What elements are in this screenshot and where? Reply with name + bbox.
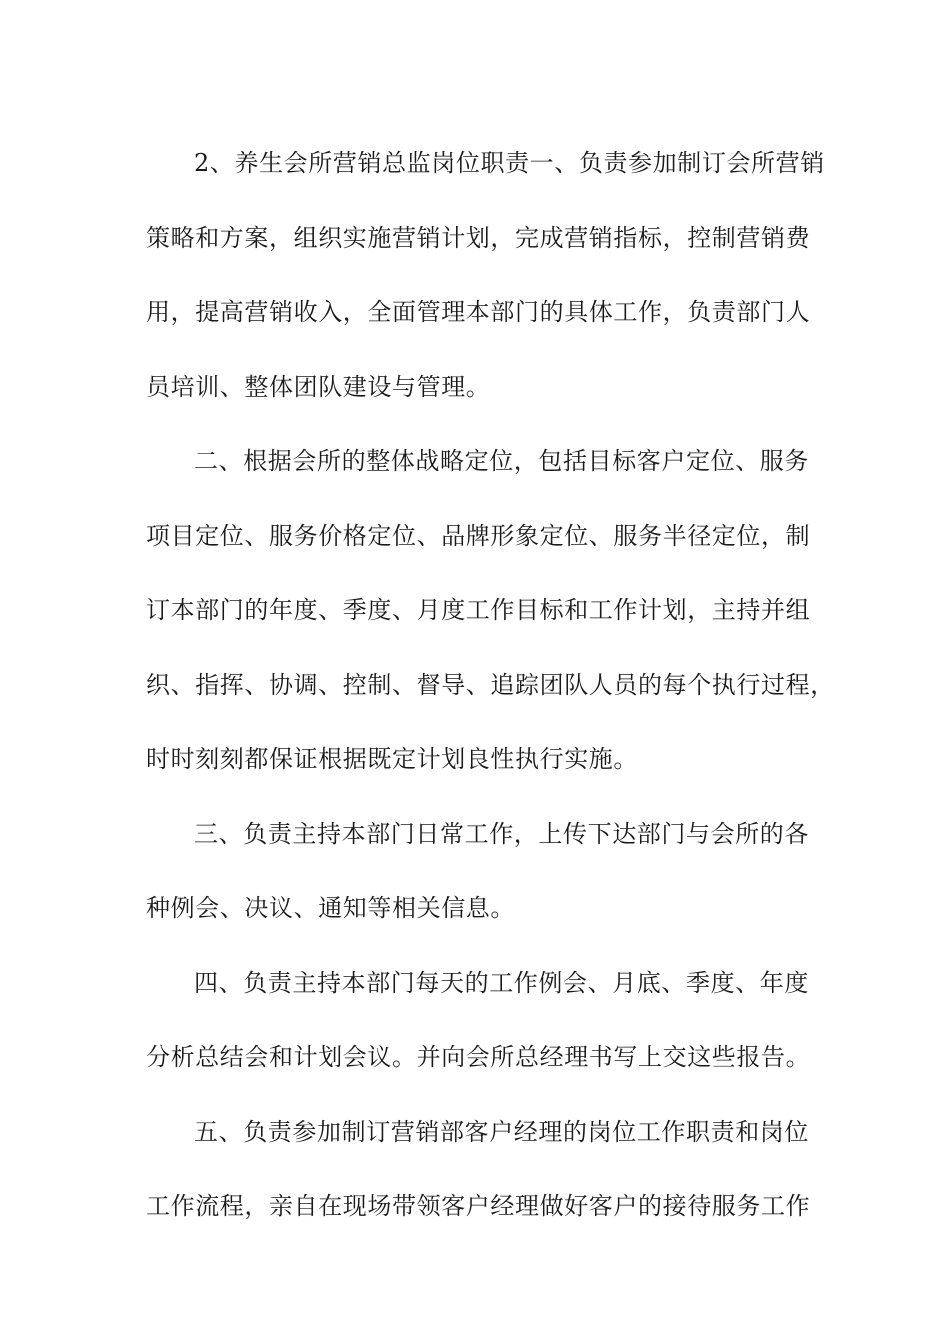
text-line: 用，提高营销收入，全面管理本部门的具体工作，负责部门人 (146, 298, 811, 326)
text-line: 种例会、决议、通知等相关信息。 (146, 894, 515, 922)
text-line: 分析总结会和计划会议。并向会所总经理书写上交这些报告。 (146, 1043, 811, 1071)
text-line: 2、养生会所营销总监岗位职责一、负责参加制订会所营销 (194, 149, 825, 177)
text-line: 工作流程，亲自在现场带领客户经理做好客户的接待服务工作 (146, 1192, 811, 1220)
text-line: 二、根据会所的整体战略定位，包括目标客户定位、服务 (194, 447, 809, 475)
text-line: 时时刻刻都保证根据既定计划良性执行实施。 (146, 745, 638, 773)
document-body (146, 126, 835, 1244)
text-line: 项目定位、服务价格定位、品牌形象定位、服务半径定位，制 (146, 521, 811, 550)
text-line: 策略和方案，组织实施营销计划，完成营销指标，控制营销费 (146, 223, 811, 252)
text-line: 订本部门的年度、季度、月度工作目标和工作计划，主持并组 (146, 596, 811, 624)
text-line: 员培训、整体团队建设与管理。 (146, 372, 491, 401)
text-line: 五、负责参加制订营销部客户经理的岗位工作职责和岗位 (194, 1117, 809, 1146)
text-line: 织、指挥、协调、控制、督导、追踪团队人员的每个执行过程， (146, 670, 835, 699)
text-line: 三、负责主持本部门日常工作，上传下达部门与会所的各 (194, 819, 809, 848)
text-line: 四、负责主持本部门每天的工作例会、月底、季度、年度 (194, 968, 809, 997)
